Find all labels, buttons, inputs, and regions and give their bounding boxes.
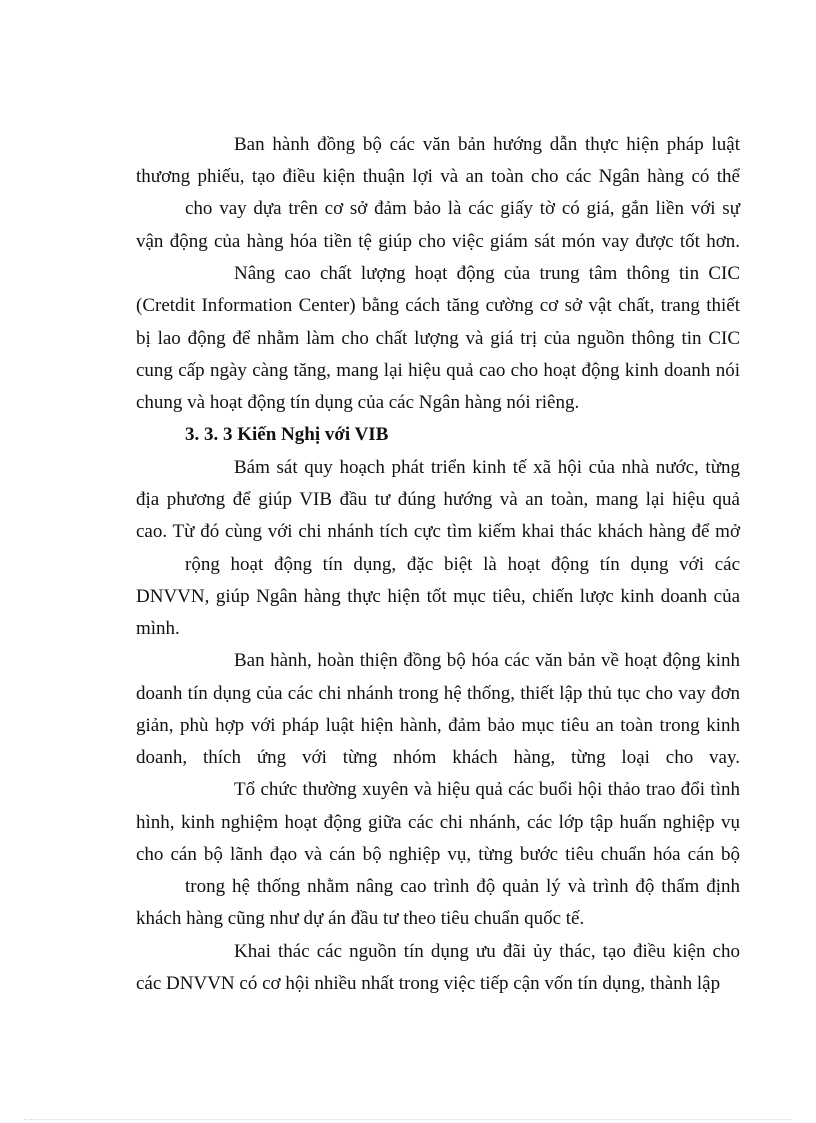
- paragraph-line: vận động của hàng hóa tiền tệ giúp cho việc giám sát món vay được tốt hơn.: [136, 231, 740, 252]
- paragraph-line: Khai thác các nguồn tín dụng ưu đãi ủy thác, tạo điều kiện cho: [234, 941, 740, 962]
- paragraph-line: bị lao động để nhằm làm cho chất lượng và giá trị của nguồn thông tin CIC: [136, 328, 740, 349]
- paragraph-line: cho vay dựa trên cơ sở đảm bảo là các giấy tờ có giá, gắn liền với sự: [185, 198, 740, 219]
- paragraph-line: chung và hoạt động tín dụng của các Ngân hàng nói riêng.: [136, 392, 580, 413]
- paragraph-line: Bám sát quy hoạch phát triển kinh tế xã hội của nhà nước, từng: [234, 457, 740, 478]
- paragraph-line: địa phương để giúp VIB đầu tư đúng hướng và an toàn, mang lại hiệu quả: [136, 489, 740, 510]
- paragraph-line: cung cấp ngày càng tăng, mang lại hiệu quả cao cho hoạt động kinh doanh nói: [136, 360, 740, 381]
- paragraph-line: DNVVN, giúp Ngân hàng thực hiện tốt mục tiêu, chiến lược kinh doanh của: [136, 586, 740, 607]
- section-heading: 3. 3. 3 Kiến Nghị với VIB: [185, 424, 389, 445]
- paragraph-line: Nâng cao chất lượng hoạt động của trung tâm thông tin CIC: [234, 263, 740, 284]
- paragraph-line: giản, phù hợp với pháp luật hiện hành, đảm bảo mục tiêu an toàn trong kinh: [136, 715, 740, 736]
- paragraph-line: khách hàng cũng như dự án đầu tư theo tiêu chuẩn quốc tế.: [136, 908, 585, 929]
- paragraph-line: hình, kinh nghiệm hoạt động giữa các chi nhánh, các lớp tập huấn nghiệp vụ: [136, 812, 740, 833]
- paragraph-line: các DNVVN có cơ hội nhiều nhất trong việc tiếp cận vốn tín dụng, thành lập: [136, 973, 721, 994]
- paragraph-line: cho cán bộ lãnh đạo và cán bộ nghiệp vụ, từng bước tiêu chuẩn hóa cán bộ: [136, 844, 740, 865]
- paragraph-line: cao. Từ đó cùng với chi nhánh tích cực tìm kiếm khai thác khách hàng để mở: [136, 521, 740, 542]
- paragraph-line: Ban hành đồng bộ các văn bản hướng dẫn thực hiện pháp luật: [234, 134, 740, 155]
- paragraph-line: Ban hành, hoàn thiện đồng bộ hóa các văn bản về hoạt động kinh: [234, 650, 740, 671]
- paragraph-line: trong hệ thống nhằm nâng cao trình độ quản lý và trình độ thẩm định: [185, 876, 740, 897]
- paragraph-line: (Cretdit Information Center) bằng cách tăng cường cơ sở vật chất, trang thiết: [136, 295, 740, 316]
- paragraph-line: rộng hoạt động tín dụng, đặc biệt là hoạt động tín dụng với các: [185, 554, 740, 575]
- paragraph-line: doanh tín dụng của các chi nhánh trong hệ thống, thiết lập thủ tục cho vay đơn: [136, 683, 740, 704]
- paragraph-line: Tổ chức thường xuyên và hiệu quả các buổi hội thảo trao đổi tình: [234, 779, 740, 800]
- paragraph-line: thương phiếu, tạo điều kiện thuận lợi và an toàn cho các Ngân hàng có thể: [136, 166, 740, 187]
- page-bottom-rule: [24, 1119, 792, 1120]
- paragraph-line: mình.: [136, 618, 180, 639]
- paragraph-line: doanh, thích ứng với từng nhóm khách hàng, từng loại cho vay.: [136, 747, 740, 768]
